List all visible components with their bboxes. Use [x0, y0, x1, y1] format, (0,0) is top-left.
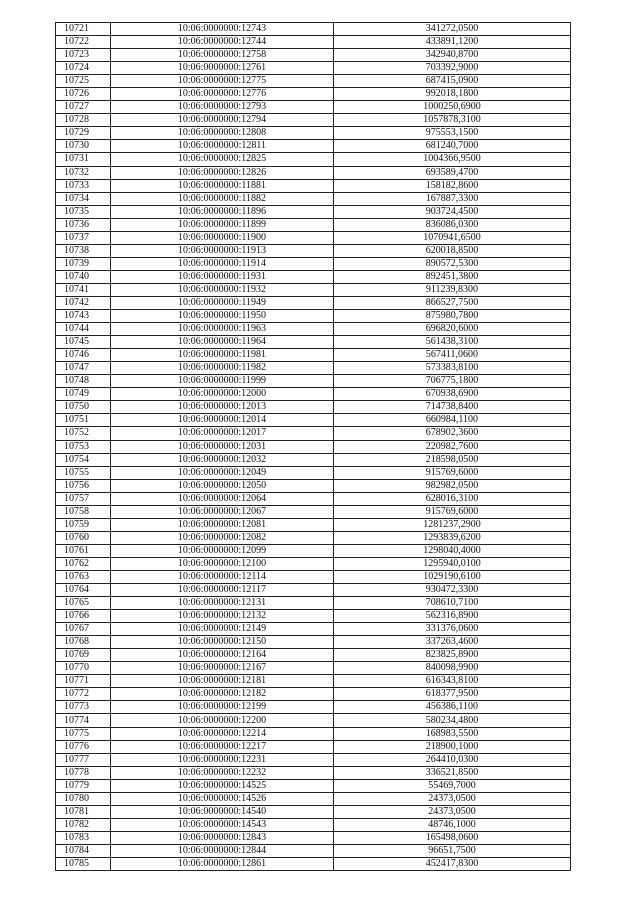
- table-row: [56, 427, 571, 440]
- table-row: [56, 701, 571, 714]
- row-number-cell: 10781: [56, 805, 111, 818]
- row-number-cell: 10782: [56, 818, 111, 831]
- row-number-cell: 10774: [56, 714, 111, 727]
- row-number-cell: 10778: [56, 766, 111, 779]
- value-cell: 337263,4600: [334, 636, 571, 649]
- cadastral-number-cell: 10:06:0000000:11932: [111, 283, 334, 296]
- row-number-cell: 10775: [56, 727, 111, 740]
- value-cell: 911239,8300: [334, 283, 571, 296]
- value-cell: 982982,0500: [334, 479, 571, 492]
- cadastral-number-cell: 10:06:0000000:14526: [111, 792, 334, 805]
- cadastral-number-cell: 10:06:0000000:11896: [111, 205, 334, 218]
- value-cell: 24373,0500: [334, 792, 571, 805]
- cadastral-number-cell: 10:06:0000000:12149: [111, 623, 334, 636]
- cadastral-number-cell: 10:06:0000000:12081: [111, 518, 334, 531]
- table-row: [56, 714, 571, 727]
- cadastral-number-cell: 10:06:0000000:12761: [111, 62, 334, 75]
- cadastral-number-cell: 10:06:0000000:11982: [111, 362, 334, 375]
- table-row: [56, 218, 571, 231]
- cadastral-number-cell: 10:06:0000000:11964: [111, 336, 334, 349]
- value-cell: 433891,1200: [334, 36, 571, 49]
- cadastral-number-cell: 10:06:0000000:12064: [111, 492, 334, 505]
- cadastral-number-cell: 10:06:0000000:12114: [111, 570, 334, 583]
- value-cell: 890572,5300: [334, 257, 571, 270]
- cadastral-number-cell: 10:06:0000000:11900: [111, 231, 334, 244]
- table-row: [56, 518, 571, 531]
- row-number-cell: 10770: [56, 662, 111, 675]
- value-cell: 158182,8600: [334, 179, 571, 192]
- table-row: [56, 166, 571, 179]
- cadastral-number-cell: 10:06:0000000:14543: [111, 818, 334, 831]
- cadastral-number-cell: 10:06:0000000:12167: [111, 662, 334, 675]
- table-row: [56, 831, 571, 844]
- cadastral-number-cell: 10:06:0000000:12000: [111, 388, 334, 401]
- row-number-cell: 10752: [56, 427, 111, 440]
- value-cell: 456386,1100: [334, 701, 571, 714]
- row-number-cell: 10759: [56, 518, 111, 531]
- value-cell: 580234,4800: [334, 714, 571, 727]
- value-cell: 562316,8900: [334, 610, 571, 623]
- cadastral-number-cell: 10:06:0000000:12844: [111, 844, 334, 857]
- row-number-cell: 10746: [56, 349, 111, 362]
- table-row: [56, 270, 571, 283]
- row-number-cell: 10764: [56, 584, 111, 597]
- cadastral-number-cell: 10:06:0000000:12794: [111, 114, 334, 127]
- cadastral-number-cell: 10:06:0000000:12825: [111, 153, 334, 166]
- row-number-cell: 10745: [56, 336, 111, 349]
- row-number-cell: 10755: [56, 466, 111, 479]
- table-row: [56, 88, 571, 101]
- row-number-cell: 10726: [56, 88, 111, 101]
- cadastral-number-cell: 10:06:0000000:12843: [111, 831, 334, 844]
- table-row: [56, 36, 571, 49]
- row-number-cell: 10769: [56, 649, 111, 662]
- row-number-cell: 10721: [56, 23, 111, 36]
- row-number-cell: 10767: [56, 623, 111, 636]
- table-row: [56, 531, 571, 544]
- row-number-cell: 10754: [56, 453, 111, 466]
- value-cell: 1295940,0100: [334, 557, 571, 570]
- cadastral-number-cell: 10:06:0000000:11963: [111, 323, 334, 336]
- table-row: [56, 323, 571, 336]
- value-cell: 1029190,6100: [334, 570, 571, 583]
- table-row: [56, 727, 571, 740]
- value-cell: 1281237,2900: [334, 518, 571, 531]
- table-row: [56, 466, 571, 479]
- cadastral-number-cell: 10:06:0000000:12082: [111, 531, 334, 544]
- row-number-cell: 10784: [56, 844, 111, 857]
- row-number-cell: 10747: [56, 362, 111, 375]
- value-cell: 836086,0300: [334, 218, 571, 231]
- table-row: [56, 479, 571, 492]
- row-number-cell: 10766: [56, 610, 111, 623]
- cadastral-number-cell: 10:06:0000000:12200: [111, 714, 334, 727]
- value-cell: 992018,1800: [334, 88, 571, 101]
- cadastral-number-cell: 10:06:0000000:12199: [111, 701, 334, 714]
- value-cell: 567411,0600: [334, 349, 571, 362]
- value-cell: 696820,6000: [334, 323, 571, 336]
- value-cell: 342940,8700: [334, 49, 571, 62]
- value-cell: 573383,8100: [334, 362, 571, 375]
- cadastral-number-cell: 10:06:0000000:12217: [111, 740, 334, 753]
- cadastral-number-cell: 10:06:0000000:11914: [111, 257, 334, 270]
- table-row: [56, 62, 571, 75]
- row-number-cell: 10725: [56, 75, 111, 88]
- value-cell: 48746,1000: [334, 818, 571, 831]
- table-row: [56, 623, 571, 636]
- table-row: [56, 557, 571, 570]
- row-number-cell: 10740: [56, 270, 111, 283]
- cadastral-number-cell: 10:06:0000000:12214: [111, 727, 334, 740]
- row-number-cell: 10772: [56, 688, 111, 701]
- row-number-cell: 10771: [56, 675, 111, 688]
- row-number-cell: 10730: [56, 140, 111, 153]
- table-row: [56, 192, 571, 205]
- cadastral-number-cell: 10:06:0000000:12861: [111, 858, 334, 871]
- row-number-cell: 10724: [56, 62, 111, 75]
- row-number-cell: 10757: [56, 492, 111, 505]
- value-cell: 331376,0600: [334, 623, 571, 636]
- value-cell: 264410,0300: [334, 753, 571, 766]
- cadastral-number-cell: 10:06:0000000:12117: [111, 584, 334, 597]
- table-row: [56, 753, 571, 766]
- cadastral-number-cell: 10:06:0000000:12231: [111, 753, 334, 766]
- cadastral-number-cell: 10:06:0000000:11913: [111, 244, 334, 257]
- value-cell: 218900,1000: [334, 740, 571, 753]
- row-number-cell: 10760: [56, 531, 111, 544]
- table-row: [56, 779, 571, 792]
- value-cell: 687415,0900: [334, 75, 571, 88]
- table-row: [56, 414, 571, 427]
- table-row: [56, 792, 571, 805]
- table-row: [56, 844, 571, 857]
- value-cell: 618377,9500: [334, 688, 571, 701]
- value-cell: 892451,3800: [334, 270, 571, 283]
- value-cell: 975553,1500: [334, 127, 571, 140]
- cadastral-number-cell: 10:06:0000000:12014: [111, 414, 334, 427]
- cadastral-number-cell: 10:06:0000000:12743: [111, 23, 334, 36]
- value-cell: 866527,7500: [334, 296, 571, 309]
- value-cell: 875980,7800: [334, 310, 571, 323]
- row-number-cell: 10780: [56, 792, 111, 805]
- table-row: [56, 179, 571, 192]
- cadastral-number-cell: 10:06:0000000:12181: [111, 675, 334, 688]
- value-cell: 1000250,6900: [334, 101, 571, 114]
- table-row: [56, 205, 571, 218]
- row-number-cell: 10748: [56, 375, 111, 388]
- value-cell: 1004366,9500: [334, 153, 571, 166]
- table-row: [56, 688, 571, 701]
- table-row: [56, 127, 571, 140]
- cadastral-number-cell: 10:06:0000000:12232: [111, 766, 334, 779]
- cadastral-number-cell: 10:06:0000000:12182: [111, 688, 334, 701]
- table-row: [56, 584, 571, 597]
- row-number-cell: 10776: [56, 740, 111, 753]
- table-row: [56, 597, 571, 610]
- value-cell: 167887,3300: [334, 192, 571, 205]
- cadastral-number-cell: 10:06:0000000:12775: [111, 75, 334, 88]
- row-number-cell: 10743: [56, 310, 111, 323]
- table-row: [56, 649, 571, 662]
- parcel-table: [55, 22, 571, 871]
- cadastral-number-cell: 10:06:0000000:12808: [111, 127, 334, 140]
- table-row: [56, 766, 571, 779]
- table-row: [56, 544, 571, 557]
- row-number-cell: 10728: [56, 114, 111, 127]
- value-cell: 220982,7600: [334, 440, 571, 453]
- row-number-cell: 10756: [56, 479, 111, 492]
- row-number-cell: 10744: [56, 323, 111, 336]
- row-number-cell: 10750: [56, 401, 111, 414]
- row-number-cell: 10723: [56, 49, 111, 62]
- row-number-cell: 10761: [56, 544, 111, 557]
- value-cell: 670938,6900: [334, 388, 571, 401]
- cadastral-number-cell: 10:06:0000000:12013: [111, 401, 334, 414]
- cadastral-number-cell: 10:06:0000000:11950: [111, 310, 334, 323]
- table-row: [56, 675, 571, 688]
- table-row: [56, 636, 571, 649]
- value-cell: 1070941,6500: [334, 231, 571, 244]
- cadastral-number-cell: 10:06:0000000:12793: [111, 101, 334, 114]
- cadastral-number-cell: 10:06:0000000:12131: [111, 597, 334, 610]
- cadastral-number-cell: 10:06:0000000:11881: [111, 179, 334, 192]
- value-cell: 708610,7100: [334, 597, 571, 610]
- value-cell: 660984,1100: [334, 414, 571, 427]
- table-row: [56, 283, 571, 296]
- row-number-cell: 10773: [56, 701, 111, 714]
- table-row: [56, 662, 571, 675]
- row-number-cell: 10749: [56, 388, 111, 401]
- cadastral-number-cell: 10:06:0000000:11999: [111, 375, 334, 388]
- row-number-cell: 10783: [56, 831, 111, 844]
- table-row: [56, 231, 571, 244]
- row-number-cell: 10762: [56, 557, 111, 570]
- table-row: [56, 349, 571, 362]
- table-row: [56, 296, 571, 309]
- row-number-cell: 10722: [56, 36, 111, 49]
- row-number-cell: 10737: [56, 231, 111, 244]
- value-cell: 616343,8100: [334, 675, 571, 688]
- table-row: [56, 310, 571, 323]
- row-number-cell: 10727: [56, 101, 111, 114]
- cadastral-number-cell: 10:06:0000000:12758: [111, 49, 334, 62]
- value-cell: 930472,3300: [334, 584, 571, 597]
- row-number-cell: 10785: [56, 858, 111, 871]
- table-row: [56, 401, 571, 414]
- table-row: [56, 23, 571, 36]
- table-row: [56, 140, 571, 153]
- table-row: [56, 610, 571, 623]
- value-cell: 628016,3100: [334, 492, 571, 505]
- value-cell: 336521,8500: [334, 766, 571, 779]
- table-row: [56, 740, 571, 753]
- value-cell: 96651,7500: [334, 844, 571, 857]
- table-row: [56, 388, 571, 401]
- table-row: [56, 505, 571, 518]
- table-row: [56, 818, 571, 831]
- value-cell: 693589,4700: [334, 166, 571, 179]
- cadastral-number-cell: 10:06:0000000:12744: [111, 36, 334, 49]
- value-cell: 341272,0500: [334, 23, 571, 36]
- row-number-cell: 10736: [56, 218, 111, 231]
- row-number-cell: 10751: [56, 414, 111, 427]
- cadastral-number-cell: 10:06:0000000:12031: [111, 440, 334, 453]
- cadastral-number-cell: 10:06:0000000:11931: [111, 270, 334, 283]
- table-row: [56, 49, 571, 62]
- table-row: [56, 244, 571, 257]
- cadastral-number-cell: 10:06:0000000:12099: [111, 544, 334, 557]
- table-row: [56, 375, 571, 388]
- row-number-cell: 10738: [56, 244, 111, 257]
- cadastral-number-cell: 10:06:0000000:12150: [111, 636, 334, 649]
- cadastral-number-cell: 10:06:0000000:12049: [111, 466, 334, 479]
- cadastral-number-cell: 10:06:0000000:12100: [111, 557, 334, 570]
- cadastral-number-cell: 10:06:0000000:11882: [111, 192, 334, 205]
- table-row: [56, 153, 571, 166]
- row-number-cell: 10777: [56, 753, 111, 766]
- table-body: [56, 23, 571, 871]
- value-cell: 165498,0600: [334, 831, 571, 844]
- value-cell: 561438,3100: [334, 336, 571, 349]
- table-row: [56, 101, 571, 114]
- row-number-cell: 10732: [56, 166, 111, 179]
- cadastral-number-cell: 10:06:0000000:12032: [111, 453, 334, 466]
- row-number-cell: 10735: [56, 205, 111, 218]
- table-row: [56, 492, 571, 505]
- row-number-cell: 10739: [56, 257, 111, 270]
- row-number-cell: 10733: [56, 179, 111, 192]
- cadastral-number-cell: 10:06:0000000:12050: [111, 479, 334, 492]
- row-number-cell: 10779: [56, 779, 111, 792]
- value-cell: 706775,1800: [334, 375, 571, 388]
- row-number-cell: 10768: [56, 636, 111, 649]
- table-row: [56, 336, 571, 349]
- row-number-cell: 10742: [56, 296, 111, 309]
- cadastral-number-cell: 10:06:0000000:12164: [111, 649, 334, 662]
- value-cell: 620018,8500: [334, 244, 571, 257]
- row-number-cell: 10729: [56, 127, 111, 140]
- table-row: [56, 453, 571, 466]
- cadastral-number-cell: 10:06:0000000:12132: [111, 610, 334, 623]
- row-number-cell: 10763: [56, 570, 111, 583]
- row-number-cell: 10734: [56, 192, 111, 205]
- cadastral-number-cell: 10:06:0000000:12067: [111, 505, 334, 518]
- table-row: [56, 257, 571, 270]
- value-cell: 24373,0500: [334, 805, 571, 818]
- value-cell: 903724,4500: [334, 205, 571, 218]
- value-cell: 714738,8400: [334, 401, 571, 414]
- cadastral-number-cell: 10:06:0000000:12776: [111, 88, 334, 101]
- row-number-cell: 10741: [56, 283, 111, 296]
- value-cell: 452417,8300: [334, 858, 571, 871]
- cadastral-number-cell: 10:06:0000000:12017: [111, 427, 334, 440]
- value-cell: 218598,0500: [334, 453, 571, 466]
- row-number-cell: 10731: [56, 153, 111, 166]
- row-number-cell: 10753: [56, 440, 111, 453]
- value-cell: 678902,3600: [334, 427, 571, 440]
- cadastral-number-cell: 10:06:0000000:12811: [111, 140, 334, 153]
- table-row: [56, 362, 571, 375]
- cadastral-number-cell: 10:06:0000000:14540: [111, 805, 334, 818]
- value-cell: 823825,8900: [334, 649, 571, 662]
- table-row: [56, 858, 571, 871]
- value-cell: 1298040,4000: [334, 544, 571, 557]
- cadastral-number-cell: 10:06:0000000:11949: [111, 296, 334, 309]
- cadastral-number-cell: 10:06:0000000:14525: [111, 779, 334, 792]
- table-row: [56, 805, 571, 818]
- table-row: [56, 440, 571, 453]
- cadastral-number-cell: 10:06:0000000:12826: [111, 166, 334, 179]
- value-cell: 168983,5500: [334, 727, 571, 740]
- value-cell: 840098,9900: [334, 662, 571, 675]
- value-cell: 681240,7000: [334, 140, 571, 153]
- cadastral-number-cell: 10:06:0000000:11899: [111, 218, 334, 231]
- row-number-cell: 10758: [56, 505, 111, 518]
- value-cell: 915769,6000: [334, 466, 571, 479]
- table-row: [56, 75, 571, 88]
- cadastral-number-cell: 10:06:0000000:11981: [111, 349, 334, 362]
- value-cell: 1057878,3100: [334, 114, 571, 127]
- row-number-cell: 10765: [56, 597, 111, 610]
- value-cell: 703392,9000: [334, 62, 571, 75]
- value-cell: 55469,7000: [334, 779, 571, 792]
- table-row: [56, 114, 571, 127]
- value-cell: 1293839,6200: [334, 531, 571, 544]
- table-row: [56, 570, 571, 583]
- value-cell: 915769,6000: [334, 505, 571, 518]
